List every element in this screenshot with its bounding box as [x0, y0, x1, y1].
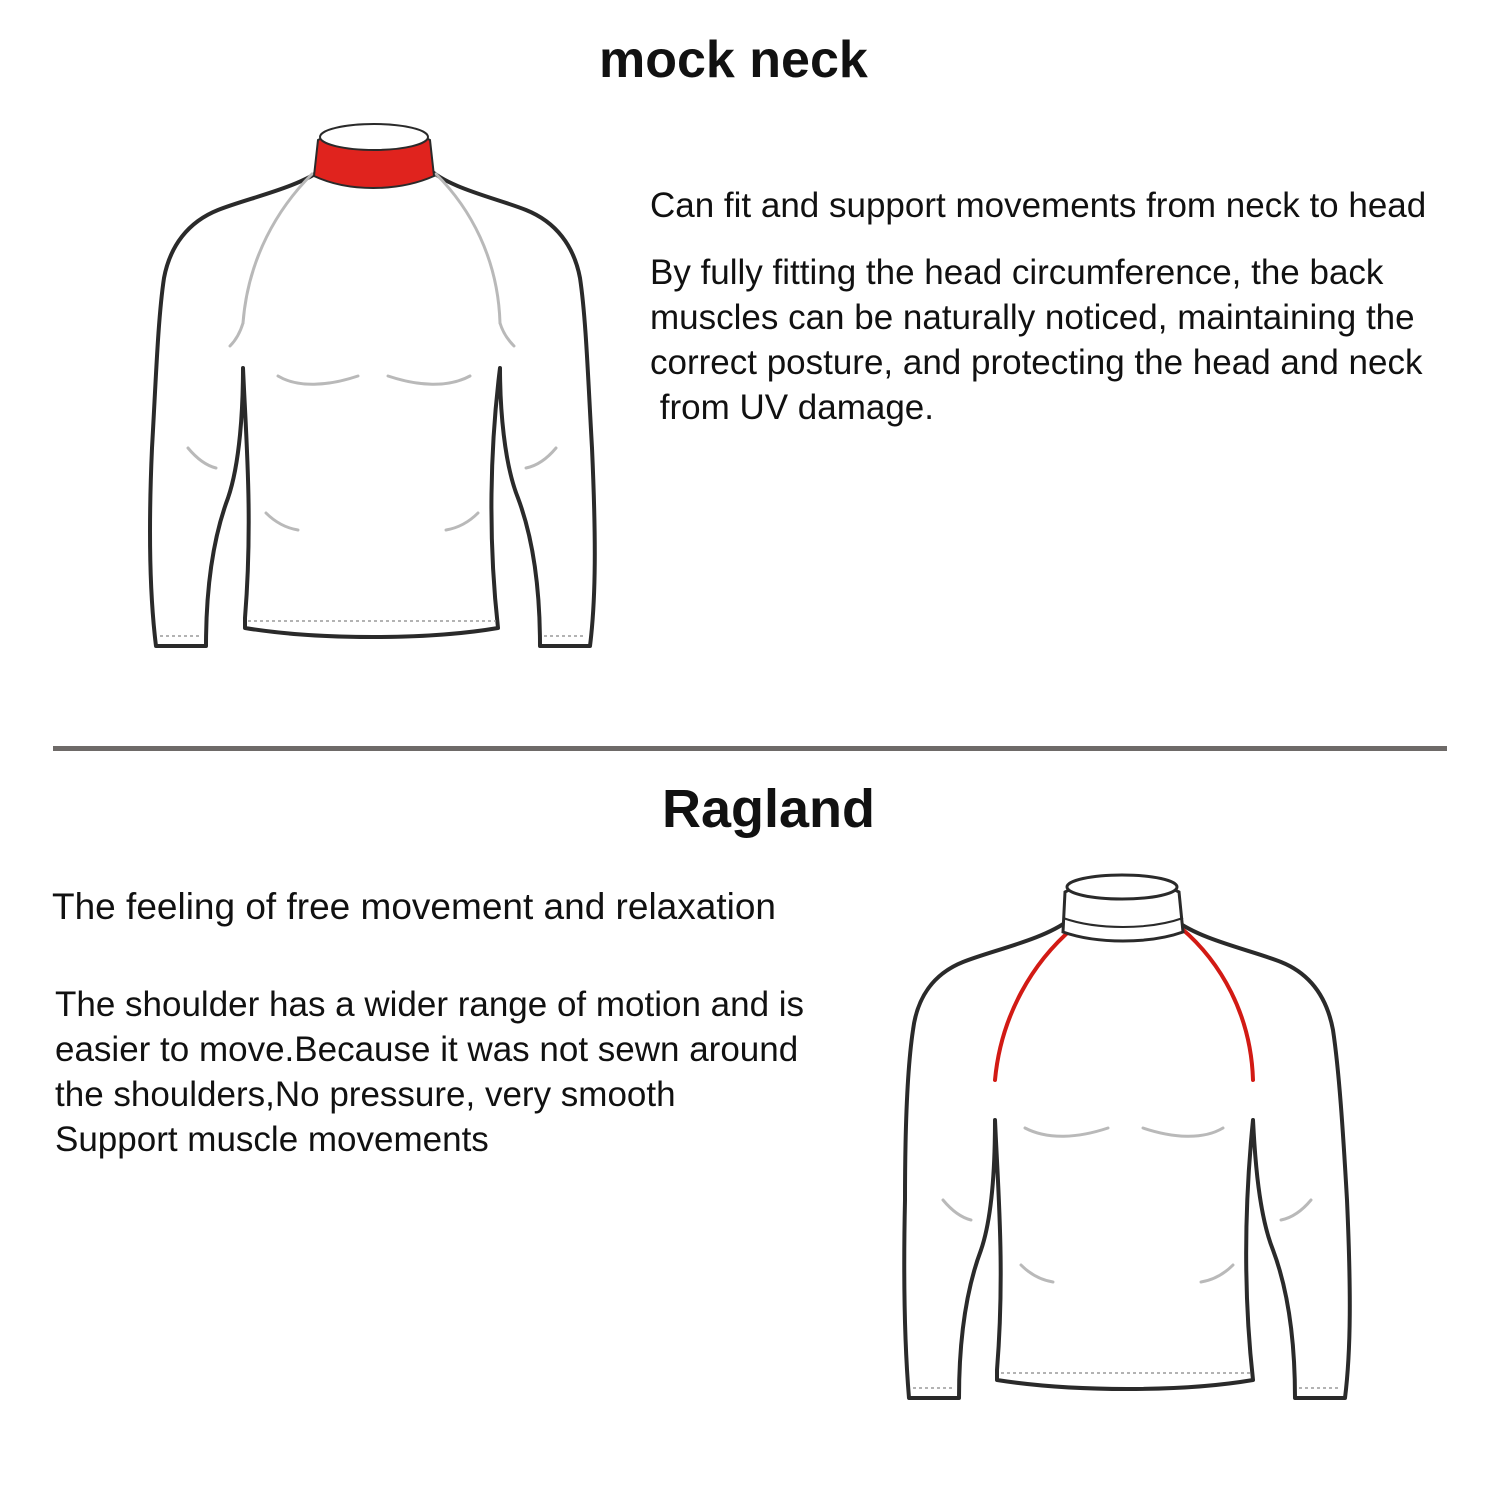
mock-neck-line-3: correct posture, and protecting the head and neck [650, 343, 1423, 382]
mock-neck-line-1: By fully fitting the head circumference, the back [650, 253, 1384, 292]
mock-neck-lead: Can fit and support movements from neck to head [650, 186, 1427, 225]
collar-opening [320, 124, 428, 150]
collar-opening [1067, 875, 1177, 899]
section-divider [53, 746, 1447, 751]
shirt-outline [150, 168, 595, 646]
ragland-description [55, 982, 804, 1162]
ragland-line-1: The shoulder has a wider range of motion and is [55, 985, 805, 1024]
ragland-line-3: the shoulders,No pressure, very smooth [55, 1075, 676, 1114]
mock-neck-shirt-icon [148, 118, 608, 658]
shirt-outline [904, 920, 1350, 1398]
raglan-shirt-icon [903, 870, 1363, 1410]
ragland-line-4: Support muscle movements [55, 1120, 489, 1159]
ragland-lead: The feeling of free movement and relaxation [52, 886, 776, 927]
ragland-title: Ragland [662, 779, 876, 839]
mock-neck-description [650, 250, 1422, 430]
mock-neck-line-2: muscles can be naturally noticed, maintaining the [650, 298, 1415, 337]
mock-neck-title: mock neck [599, 31, 868, 89]
mock-neck-line-4: from UV damage. [650, 388, 934, 427]
ragland-line-2: easier to move.Because it was not sewn around [55, 1030, 799, 1069]
